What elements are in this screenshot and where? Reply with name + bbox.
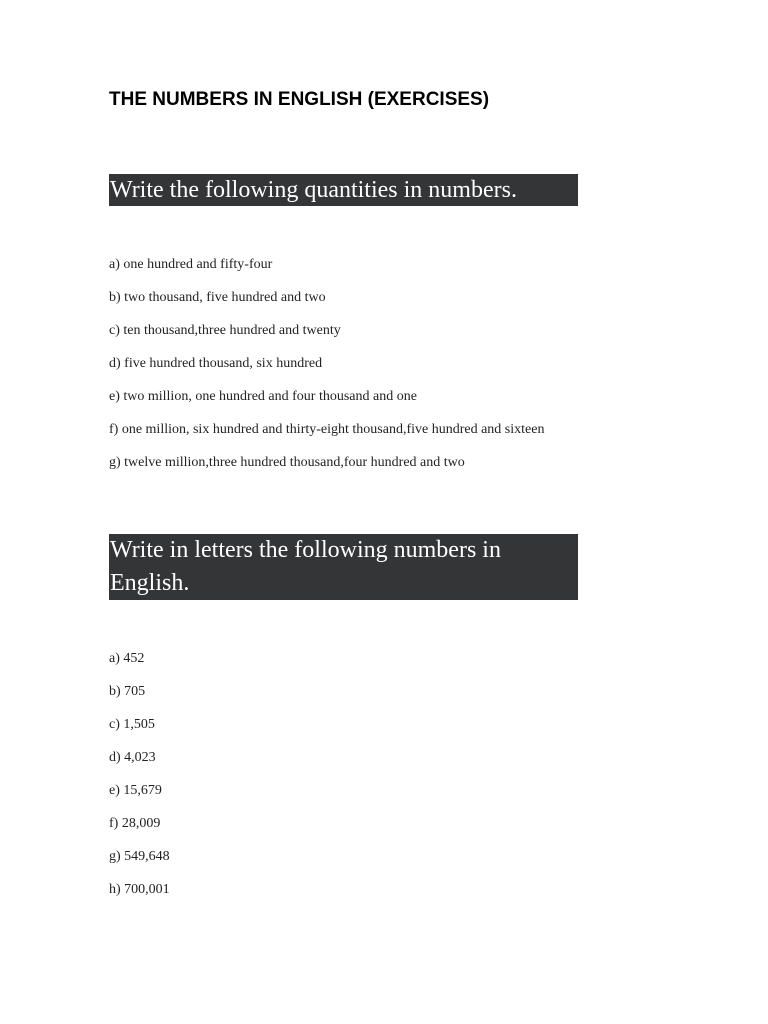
number-item-h: h) 700,001	[109, 882, 170, 897]
number-item-e: e) 15,679	[109, 783, 162, 798]
exercise-item-c: c) ten thousand,three hundred and twenty	[109, 323, 341, 338]
page-title: THE NUMBERS IN ENGLISH (EXERCISES)	[109, 89, 490, 110]
exercise-item-b: b) two thousand, five hundred and two	[109, 290, 326, 305]
number-item-a: a) 452	[109, 651, 145, 666]
section2-heading: Write in letters the following numbers in English.	[109, 534, 578, 600]
number-item-g: g) 549,648	[109, 849, 170, 864]
section2-exercise-list	[109, 649, 170, 913]
section1-exercise-list	[109, 255, 544, 486]
exercise-item-d: d) five hundred thousand, six hundred	[109, 356, 323, 371]
exercise-item-a: a) one hundred and fifty-four	[109, 257, 273, 272]
section1-heading: Write the following quantities in numbers.	[109, 174, 578, 206]
exercise-item-g: g) twelve million,three hundred thousand,four hundred and two	[109, 455, 465, 470]
number-item-d: d) 4,023	[109, 750, 156, 765]
exercise-item-f: f) one million, six hundred and thirty-eight thousand,five hundred and sixteen	[109, 422, 545, 437]
number-item-c: c) 1,505	[109, 717, 155, 732]
number-item-f: f) 28,009	[109, 816, 161, 831]
exercise-item-e: e) two million, one hundred and four thousand and one	[109, 389, 417, 404]
number-item-b: b) 705	[109, 684, 146, 699]
